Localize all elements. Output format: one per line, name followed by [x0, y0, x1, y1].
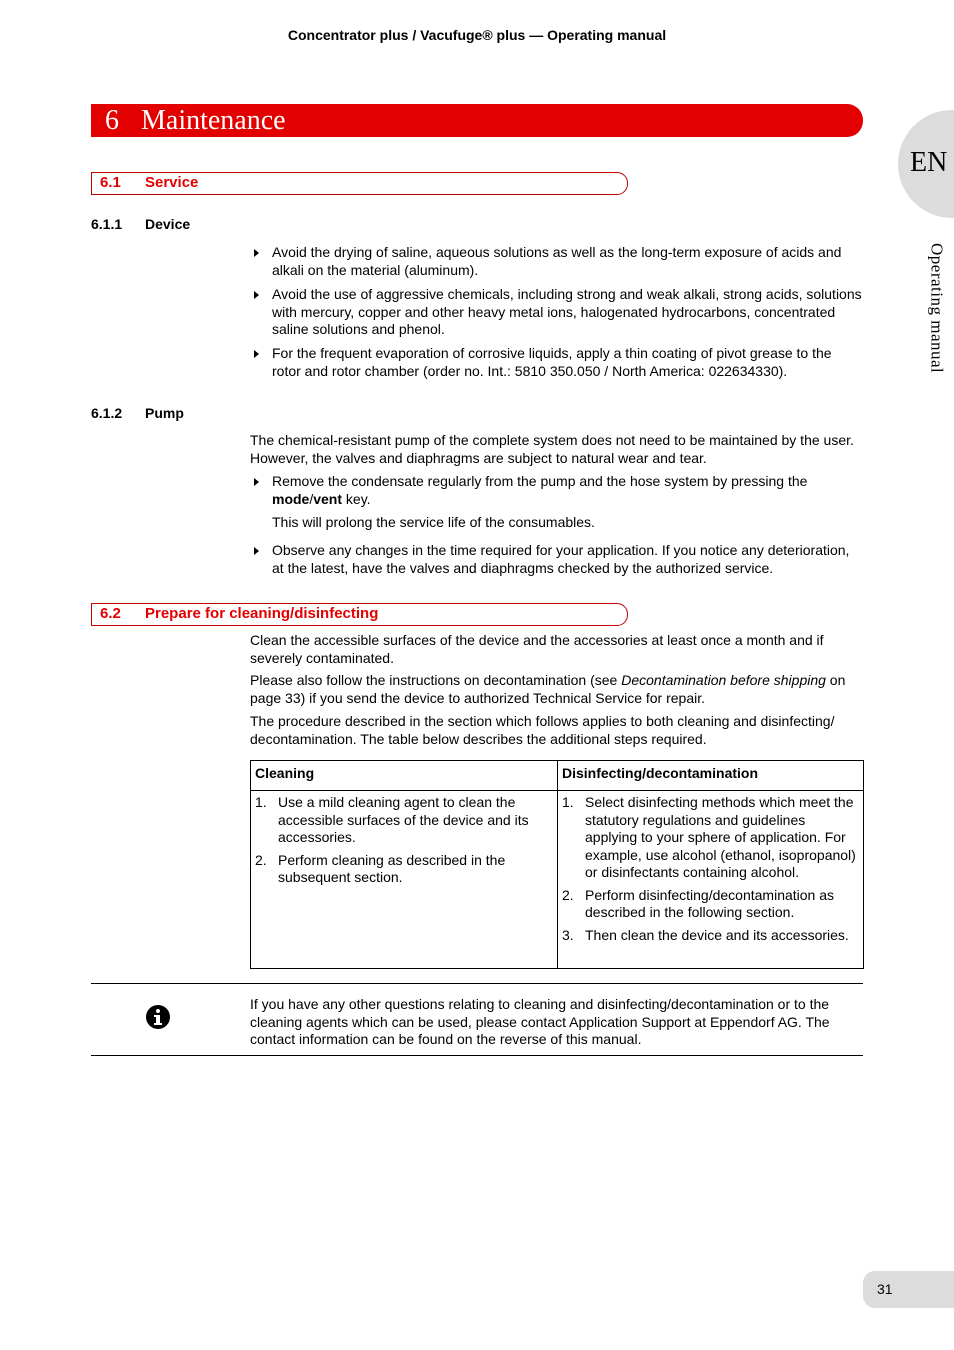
list-item: 1. Select disinfecting methods which meet the statutory regulations and guidelines applying to your sphere of application. For example, use alcohol (ethanol, isopropanol) or disinfectants containing alcohol. [562, 794, 856, 880]
side-label: Operating manual [927, 243, 947, 374]
bullet-text: For the frequent evaporation of corrosive liquids, apply a thin coating of pivot grease to the rotor and rotor chamber (order no. Int.: 5810 350.050 / North America: 022634330). [272, 345, 832, 379]
bullet-text: Avoid the drying of saline, aqueous solutions as well as the long-term exposure of acids and alkali on the material (aluminum). [272, 244, 842, 278]
bullet-text: Observe any changes in the time required for your application. If you notice any deterioration, at the latest, have the valves and diaphragms checked by the authorized service. [272, 542, 850, 576]
cleaning-table [250, 760, 864, 969]
info-note: If you have any other questions relating to cleaning and disinfecting/decontamination or to the cleaning agents which can be used, please contact Application Support at Eppendorf AG. The contact information can be found on the reverse of this manual. [250, 996, 830, 1047]
language-code: EN [910, 147, 948, 178]
paragraph: Please also follow the instructions on decontamination (see Decontamination before shipping on page 33) if you send the device to authorized Technical Service for repair. [250, 672, 846, 706]
bullet-arrow-icon [254, 547, 259, 555]
list-item: 3. Then clean the device and its accessories. [562, 926, 849, 943]
divider [91, 983, 863, 984]
subsection-title: Device [145, 216, 191, 232]
cleaning-steps [251, 791, 558, 969]
key-name: mode [272, 490, 310, 507]
subsection-heading-device [91, 216, 191, 234]
section-heading-service [91, 172, 628, 195]
chapter-number: 6 [105, 105, 119, 136]
page-number: 31 [877, 1281, 893, 1297]
subsection-number: 6.1.2 [91, 405, 123, 421]
disinfecting-steps [558, 791, 864, 969]
section-title: Service [145, 174, 199, 191]
table-header: Disinfecting/decontamination [558, 761, 864, 791]
section-number: 6.1 [100, 174, 121, 191]
list-item: 1. Use a mild cleaning agent to clean the accessible surfaces of the device and its accessories. [255, 794, 529, 845]
bullet-arrow-icon [254, 350, 259, 358]
paragraph: The procedure described in the section which follows applies to both cleaning and disinfecting/ decontamination. The table below describes the additional steps required. [250, 713, 835, 747]
cross-reference: Decontamination before shipping [621, 672, 826, 688]
paragraph: Clean the accessible surfaces of the device and the accessories at least once a month and if severely contaminated. [250, 632, 824, 666]
subsection-heading-pump [91, 405, 184, 423]
divider [91, 1055, 863, 1056]
table-header: Cleaning [251, 761, 558, 791]
pump-intro: The chemical-resistant pump of the complete system does not need to be maintained by the user. However, the valves and diaphragms are subject to natural wear and tear. [250, 432, 854, 466]
section-number: 6.2 [100, 605, 121, 622]
list-item: 2. Perform cleaning as described in the subsequent section. [255, 851, 506, 885]
bullet-text: Remove the condensate regularly from the pump and the hose system by pressing the mode/vent key. [272, 473, 808, 507]
chapter-heading [91, 104, 863, 137]
chapter-title: Maintenance [141, 105, 286, 136]
bullet-arrow-icon [254, 291, 259, 299]
bullet-text: Avoid the use of aggressive chemicals, including strong and weak alkali, strong acids, solutions with mercury, copper and other heavy metal ions, halogenated hydrocarbons, concentrated saline solutions and phenol. [272, 286, 862, 337]
bullet-arrow-icon [254, 249, 259, 257]
section-heading-cleaning [91, 603, 628, 626]
bullet-arrow-icon [254, 478, 259, 486]
subsection-title: Pump [145, 405, 184, 421]
running-header: Concentrator plus / Vacufuge® plus — Operating manual [287, 27, 667, 43]
info-icon [146, 1005, 170, 1029]
section-title: Prepare for cleaning/disinfecting [145, 605, 379, 622]
subsection-number: 6.1.1 [91, 216, 123, 232]
list-item: 2. Perform disinfecting/decontamination as described in the following section. [562, 886, 835, 920]
page-number-tab [863, 1271, 954, 1308]
key-name: vent [313, 490, 343, 507]
language-tab [898, 110, 954, 218]
bullet-result: This will prolong the service life of the consumables. [272, 514, 595, 530]
